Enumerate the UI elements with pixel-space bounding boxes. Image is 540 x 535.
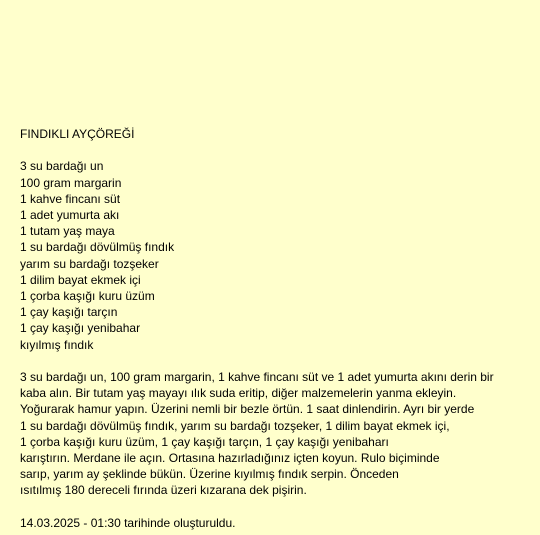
ingredient-item: 1 kahve fincanı süt (20, 191, 121, 206)
instruction-line: ısıtılmış 180 dereceli fırında üzeri kızarana dek pişirin. (20, 483, 307, 498)
recipe-document (20, 126, 520, 531)
instruction-line: 1 su bardağı dövülmüş fındık, yarım su bardağı tozşeker, 1 dilim bayat ekmek içi, (20, 418, 450, 433)
spacer (20, 499, 520, 515)
ingredient-item: 1 adet yumurta akı (20, 208, 120, 222)
instruction-line: Yoğurarak hamur yapın. Üzerini nemli bir bezle örtün. 1 saat dinlendirin. Ayrı bir yerde (20, 402, 475, 417)
ingredient-item: 1 su bardağı dövülmüş fındık (20, 240, 175, 255)
ingredient-item: 1 çay kaşığı yenibahar (20, 321, 141, 336)
instruction-line: kaba alın. Bir tutam yaş mayayı ılık suda eritip, diğer malzemelerin yanma ekleyin. (20, 386, 457, 401)
ingredient-list (20, 158, 520, 352)
ingredient-item: 100 gram margarin (20, 175, 122, 190)
recipe-title: FINDIKLI AYÇÖREĞİ (20, 127, 135, 141)
instruction-line: sarıp, yarım ay şeklinde bükün. Üzerine kıyılmış fındık serpin. Önceden (20, 467, 399, 482)
ingredient-item: kıyılmış fındık (20, 337, 94, 352)
instruction-line: karıştırın. Merdane ile açın. Ortasına hazırladığınız içten koyun. Rulo biçiminde (20, 451, 440, 466)
ingredient-item: 1 çay kaşığı tarçın (20, 305, 118, 320)
instructions-paragraph (20, 369, 520, 499)
spacer (20, 353, 520, 369)
ingredient-item: 1 dilim bayat ekmek içi (20, 272, 141, 287)
instruction-line: 1 çorba kaşığı kuru üzüm, 1 çay kaşığı tarçın, 1 çay kaşığı yenibaharı (20, 434, 389, 449)
ingredient-item: yarım su bardağı tozşeker (20, 256, 159, 271)
spacer (20, 142, 520, 158)
ingredient-item: 1 çorba kaşığı kuru üzüm (20, 289, 155, 304)
ingredient-item: 1 tutam yaş maya (20, 224, 115, 239)
created-timestamp: 14.03.2025 - 01:30 tarihinde oluşturuldu. (20, 515, 236, 530)
instruction-line: 3 su bardağı un, 100 gram margarin, 1 kahve fincanı süt ve 1 adet yumurta akını derin bir (20, 370, 494, 385)
ingredient-item: 3 su bardağı un (20, 159, 104, 174)
